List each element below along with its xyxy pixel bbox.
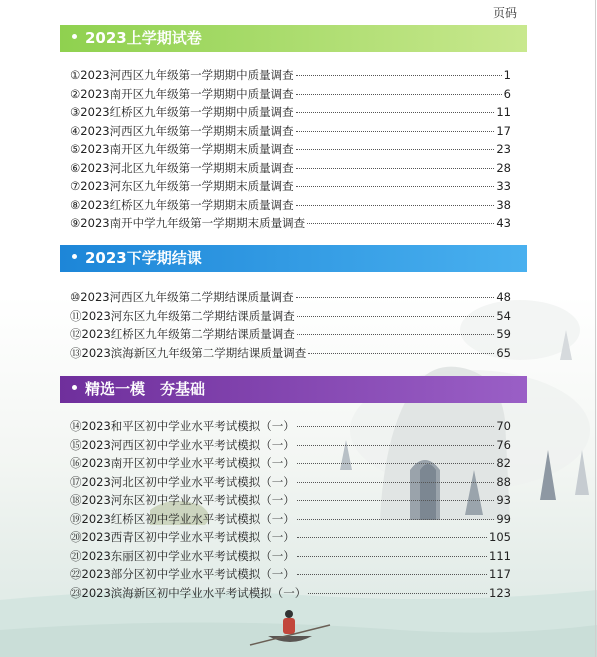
toc-entry[interactable] bbox=[70, 308, 511, 327]
dot-leader bbox=[297, 574, 487, 575]
dot-leader bbox=[297, 500, 495, 501]
page-edge bbox=[595, 0, 596, 657]
entry-page: 59 bbox=[496, 327, 511, 341]
toc-entry[interactable] bbox=[70, 215, 511, 234]
toc-entry[interactable] bbox=[70, 160, 511, 179]
entry-page: 23 bbox=[496, 142, 511, 156]
section-header-mock-exams bbox=[60, 376, 527, 403]
entry-title: ⑳2023西青区初中学业水平考试模拟（一） bbox=[70, 530, 295, 544]
dot-leader bbox=[308, 593, 487, 594]
entry-page: 117 bbox=[489, 567, 511, 581]
entry-title: ④2023河西区九年级第一学期期末质量调查 bbox=[70, 123, 294, 138]
toc-list-first-semester bbox=[70, 67, 511, 234]
entry-page: 111 bbox=[489, 548, 511, 563]
toc-entry[interactable] bbox=[70, 437, 511, 456]
dot-leader bbox=[308, 353, 494, 354]
entry-page: 88 bbox=[496, 474, 511, 489]
dot-leader bbox=[297, 463, 495, 464]
toc-entry[interactable] bbox=[70, 585, 511, 604]
toc-entry[interactable] bbox=[70, 529, 511, 548]
entry-page: 17 bbox=[496, 123, 511, 138]
toc-entry[interactable] bbox=[70, 566, 511, 585]
toc-entry[interactable] bbox=[70, 141, 511, 160]
dot-leader bbox=[296, 131, 495, 132]
toc-entry[interactable] bbox=[70, 178, 511, 197]
entry-title: ㉒2023部分区初中学业水平考试模拟（一） bbox=[70, 567, 295, 581]
entry-title: ⑭2023和平区初中学业水平考试模拟（一） bbox=[70, 419, 295, 433]
toc-entry[interactable] bbox=[70, 123, 511, 142]
entry-title: ⑱2023河东区初中学业水平考试模拟（一） bbox=[70, 493, 295, 507]
toc-list-second-semester bbox=[70, 289, 511, 363]
entry-title: ①2023河西区九年级第一学期期中质量调查 bbox=[70, 68, 294, 82]
toc-entry[interactable] bbox=[70, 289, 511, 308]
entry-page: 11 bbox=[496, 105, 511, 119]
entry-title: ㉑2023东丽区初中学业水平考试模拟（一） bbox=[70, 548, 295, 563]
toc-entry[interactable] bbox=[70, 104, 511, 123]
dot-leader bbox=[296, 168, 495, 169]
dot-leader bbox=[296, 149, 495, 150]
dot-leader bbox=[296, 94, 502, 95]
entry-title: ⑮2023河西区初中学业水平考试模拟（一） bbox=[70, 437, 295, 452]
entry-page: 76 bbox=[496, 437, 511, 452]
entry-title: ⑲2023红桥区初中学业水平考试模拟（一） bbox=[70, 511, 295, 526]
section-title: 2023下学期结课 bbox=[85, 249, 202, 267]
entry-page: 43 bbox=[496, 216, 511, 230]
entry-page: 28 bbox=[496, 160, 511, 175]
entry-title: ⑤2023南开区九年级第一学期期末质量调查 bbox=[70, 142, 294, 156]
toc-entry[interactable] bbox=[70, 455, 511, 474]
entry-page: 70 bbox=[496, 419, 511, 433]
entry-page: 38 bbox=[496, 197, 511, 212]
entry-title: ⑯2023南开区初中学业水平考试模拟（一） bbox=[70, 456, 295, 470]
section-header-first-semester bbox=[60, 25, 527, 52]
toc-entry[interactable] bbox=[70, 418, 511, 437]
bullet-icon bbox=[72, 34, 77, 39]
dot-leader bbox=[296, 297, 495, 298]
section-title: 精选一模 夯基础 bbox=[85, 380, 206, 398]
dot-leader bbox=[297, 556, 487, 557]
dot-leader bbox=[297, 426, 495, 427]
toc-entry[interactable] bbox=[70, 86, 511, 105]
toc-entry[interactable] bbox=[70, 492, 511, 511]
toc-entry[interactable] bbox=[70, 345, 511, 364]
toc-list-mock-exams bbox=[70, 418, 511, 603]
dot-leader bbox=[297, 316, 495, 317]
section-title: 2023上学期试卷 bbox=[85, 29, 202, 47]
entry-title: ㉓2023滨海新区初中学业水平考试模拟（一） bbox=[70, 585, 307, 600]
entry-title: ⑬2023滨海新区九年级第二学期结课质量调查 bbox=[70, 345, 307, 360]
entry-page: 82 bbox=[496, 456, 511, 470]
toc-entry[interactable] bbox=[70, 474, 511, 493]
entry-title: ⑨2023南开中学九年级第一学期期末质量调查 bbox=[70, 216, 306, 230]
bullet-icon bbox=[72, 385, 77, 390]
dot-leader bbox=[296, 205, 495, 206]
entry-title: ⑦2023河东区九年级第一学期期末质量调查 bbox=[70, 179, 294, 193]
entry-title: ⑧2023红桥区九年级第一学期期末质量调查 bbox=[70, 197, 294, 212]
entry-page: 48 bbox=[496, 290, 511, 304]
entry-title: ⑪2023河东区九年级第二学期结课质量调查 bbox=[70, 308, 295, 323]
entry-page: 1 bbox=[503, 68, 511, 82]
entry-title: ③2023红桥区九年级第一学期期中质量调查 bbox=[70, 105, 294, 119]
entry-title: ⑩2023河西区九年级第二学期结课质量调查 bbox=[70, 290, 294, 304]
toc-entry[interactable] bbox=[70, 326, 511, 345]
dot-leader bbox=[307, 223, 494, 224]
toc-entry[interactable] bbox=[70, 197, 511, 216]
dot-leader bbox=[296, 186, 495, 187]
section-header-second-semester bbox=[60, 245, 527, 272]
entry-page: 99 bbox=[496, 511, 511, 526]
toc-entry[interactable] bbox=[70, 548, 511, 567]
dot-leader bbox=[297, 537, 487, 538]
toc-entry[interactable] bbox=[70, 67, 511, 86]
entry-page: 123 bbox=[489, 585, 511, 600]
entry-title: ⑰2023河北区初中学业水平考试模拟（一） bbox=[70, 474, 295, 489]
dot-leader bbox=[297, 482, 495, 483]
dot-leader bbox=[296, 75, 502, 76]
dot-leader bbox=[296, 112, 495, 113]
entry-title: ⑥2023河北区九年级第一学期期末质量调查 bbox=[70, 160, 294, 175]
entry-page: 54 bbox=[496, 308, 511, 323]
toc-entry[interactable] bbox=[70, 511, 511, 530]
entry-page: 105 bbox=[489, 530, 511, 544]
entry-page: 93 bbox=[496, 493, 511, 507]
entry-page: 6 bbox=[503, 86, 511, 101]
dot-leader bbox=[297, 334, 495, 335]
dot-leader bbox=[297, 519, 495, 520]
entry-page: 65 bbox=[496, 345, 511, 360]
dot-leader bbox=[297, 445, 495, 446]
entry-title: ⑫2023红桥区九年级第二学期结课质量调查 bbox=[70, 327, 295, 341]
page-number-label: 页码 bbox=[492, 6, 517, 20]
bullet-icon bbox=[72, 254, 77, 259]
entry-title: ②2023南开区九年级第一学期期中质量调查 bbox=[70, 86, 294, 101]
entry-page: 33 bbox=[496, 179, 511, 193]
